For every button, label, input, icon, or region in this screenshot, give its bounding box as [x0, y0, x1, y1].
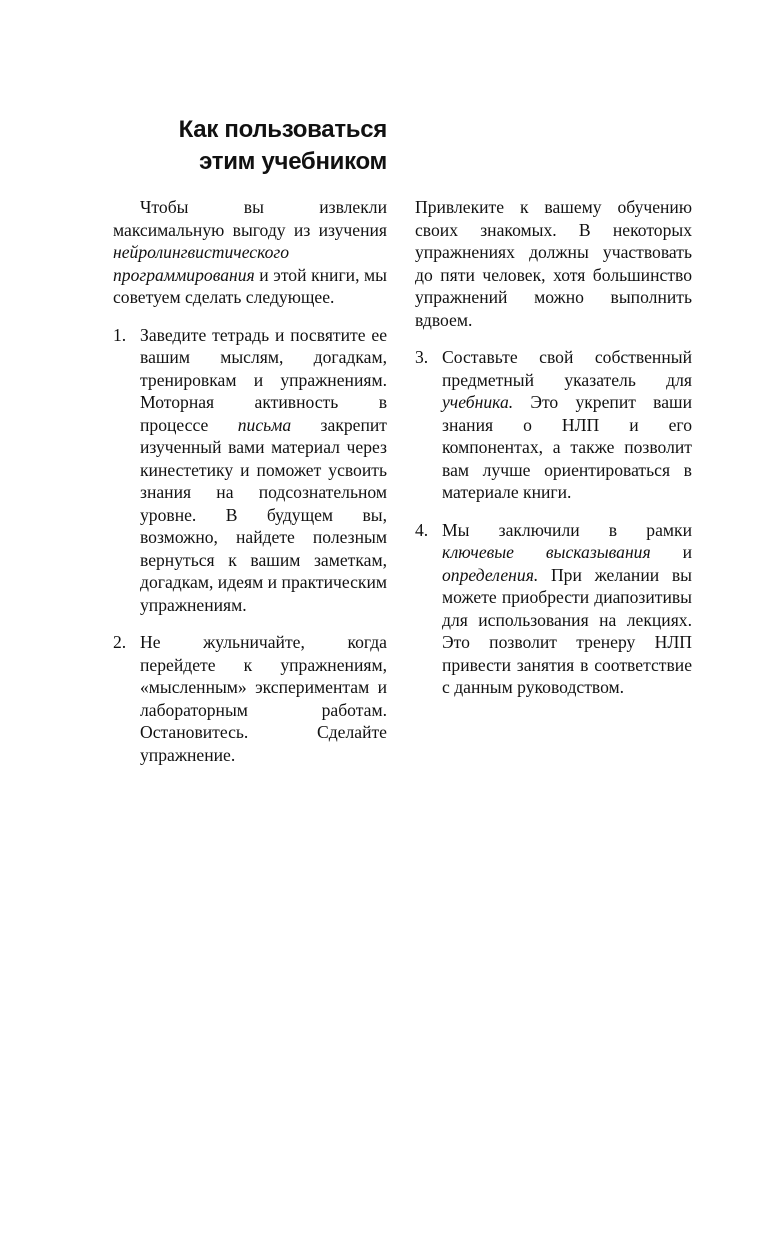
page-title-line-1: Как пользоваться — [178, 116, 387, 143]
list-item-4-italic-1: ключевые высказывания — [442, 542, 651, 562]
list-item-3-number: 3. — [415, 347, 429, 367]
list-item-2 — [113, 631, 387, 766]
left-column — [113, 196, 387, 766]
intro-italic: нейролингвистического программирования — [113, 242, 290, 285]
list-item-4 — [415, 519, 692, 699]
list-item-4-text-b: и — [650, 542, 692, 562]
list-item-1 — [113, 324, 387, 617]
list-item-3-italic: учебника. — [442, 392, 514, 412]
page-title-line-2: этим учебником — [199, 148, 387, 175]
list-item-3-text-a: Составьте свой собственный предметный указатель для — [442, 347, 692, 390]
page-title — [110, 114, 387, 178]
intro-text-1: Чтобы вы извлекли максимальную выгоду из изучения — [113, 197, 387, 240]
list-item-1-text-a: Заведите тетрадь и посвятите ее вашим мыслям, догадкам, тренировкам и упражнениям. Моторная активность в процессе — [140, 324, 387, 435]
list-item-2-text-a: Не жульничайте, когда перейдете к упражнениям, «мысленным» экспериментам и лабораторным работам. Остановитесь. Сделайте упражнение. — [140, 632, 387, 765]
intro-paragraph — [113, 196, 387, 309]
list-item-3-text-b: Это укрепит ваши знания о НЛП и его компонентах, а также позволит вам лучше ориентироваться в материале книги. — [442, 392, 692, 502]
intro-text-2: и этой книги, мы советуем сделать следующее. — [113, 264, 387, 307]
list-item-2-text — [140, 631, 387, 766]
list-item-4-text-c: При желании вы можете приобрести диапозитивы для использования на лекциях. Это позволит тренеру НЛП привести занятия в соответствие с данным руководством. — [442, 564, 692, 697]
list-item-2-number: 2. — [113, 632, 127, 652]
right-column — [415, 196, 692, 699]
list-item-3-text — [442, 346, 692, 504]
list-item-1-number: 1. — [113, 324, 127, 345]
list-item-1-text — [140, 324, 387, 617]
list-item-1-text-b: закрепит изученный вами материал через кинестетику и поможет усвоить знания на подсознательном уровне. В будущем вы, возможно, найдете полезным вернуться к вашим заметкам, догадкам, идеям и практическим упражнениям. — [140, 414, 387, 615]
list-item-4-number: 4. — [415, 519, 429, 540]
list-item-4-italic-2: определения. — [442, 564, 539, 585]
list-item-4-text — [442, 519, 692, 699]
list-item-4-text-a: Мы заключили в рамки — [442, 519, 692, 540]
list-item-2-continuation: Привлеките к вашему обучению своих знакомых. В некоторых упражнениях должны участвовать до пяти человек, хотя большинство упражнений можно выполнить вдвоем. — [415, 197, 692, 330]
list-item-3 — [415, 346, 692, 504]
list-item-1-italic: письма — [237, 414, 292, 435]
